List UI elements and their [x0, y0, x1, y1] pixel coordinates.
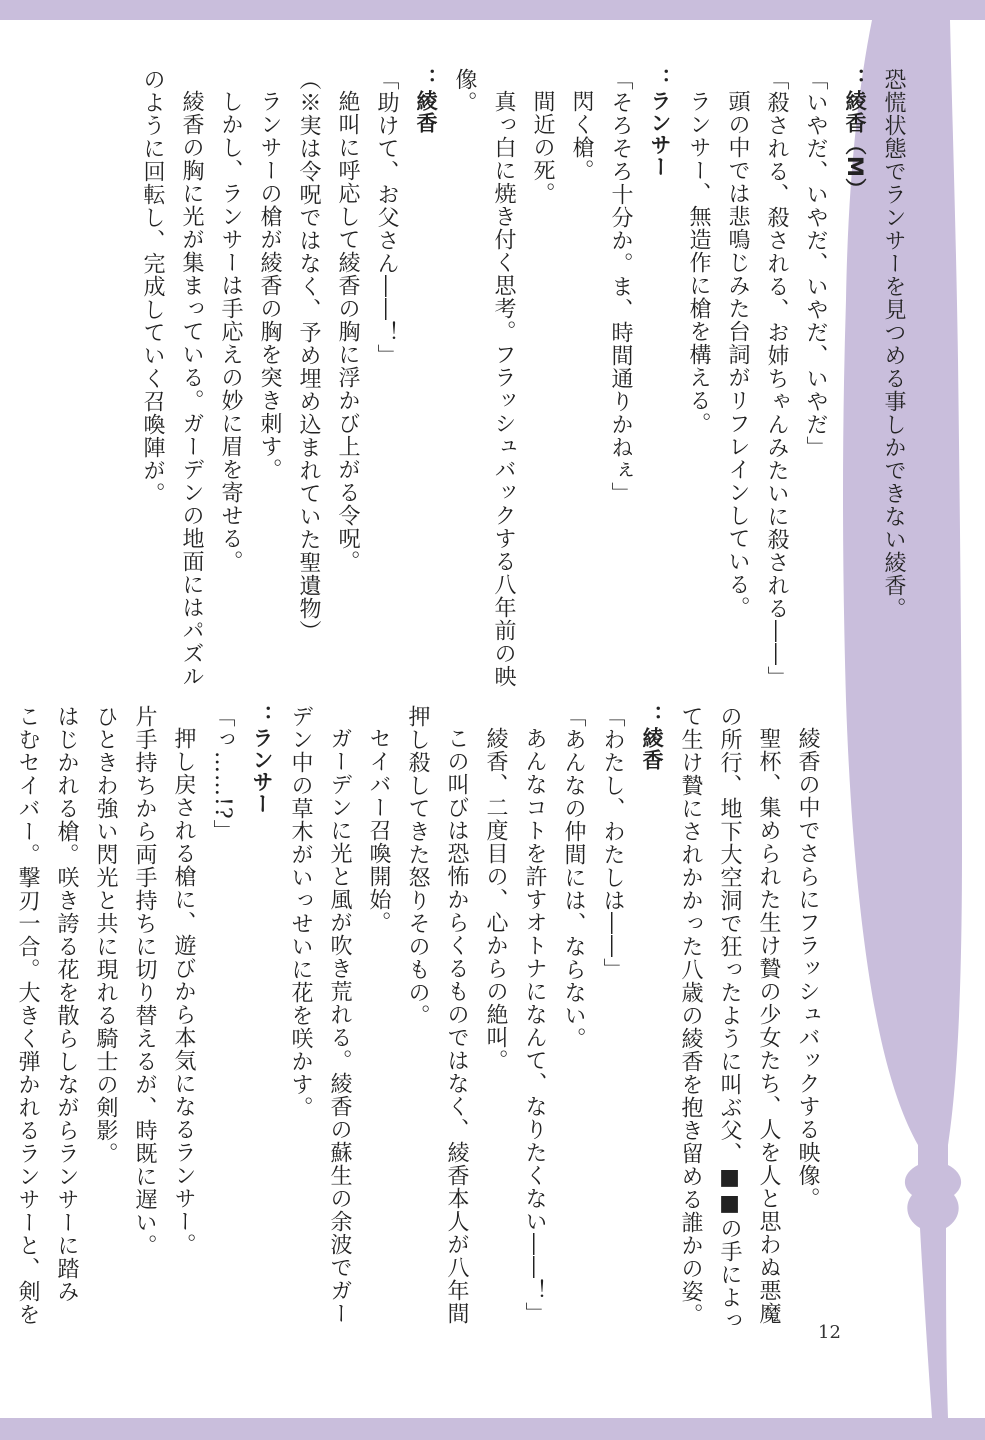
narration-line: 綾香の胸に光が集まっている。ガーデンの地面にはパズル: [179, 90, 204, 688]
speaker-label: ：綾香: [414, 68, 438, 134]
narration-continuation: 像。: [452, 68, 477, 114]
page-number: 12: [818, 1322, 841, 1343]
narration-line: 恐慌状態でランサーを見つめる事しかできない綾香。: [881, 68, 906, 620]
narration-line: しかし、ランサーは手応えの妙に眉を寄せる。: [218, 90, 243, 573]
narration-line: 押し戻される槍に、遊びから本気になるランサー。: [171, 727, 196, 1256]
narration-continuation: て生け贄にされかかった八歳の綾香を抱き留める誰かの姿。: [678, 705, 703, 1326]
dialogue-line: 「助けて、お父さん――！」: [374, 68, 399, 367]
lower-text-column: [15, 705, 827, 1332]
dialogue-line: 「殺される、殺される、お姉ちゃんみたいに殺される――」: [764, 68, 789, 689]
narration-line: 間近の死。: [530, 90, 555, 205]
speaker-label: ：綾香（M）: [843, 68, 867, 200]
narration-continuation: デン中の草木がいっせいに花を咲かす。: [288, 705, 313, 1119]
narration-line: 閃く槍。: [569, 90, 594, 182]
narration-line: ランサーの槍が綾香の胸を突き刺す。: [257, 90, 282, 481]
narration-line: 頭の中では悲鳴じみた台詞がリフレインしている。: [725, 90, 750, 619]
narration-line: 片手持ちから両手持ちに切り替えるが、時既に遅い。: [132, 705, 157, 1257]
narration-line: 綾香の中でさらにフラッシュバックする映像。: [795, 727, 820, 1210]
narration-line: この叫びは恐怖からくるものではなく、綾香本人が八年間: [444, 727, 469, 1325]
dialogue-line: 「わたし、わたしは――」: [600, 705, 625, 981]
dialogue-line: 「っ……!?」: [210, 705, 235, 843]
speaker-label: ：綾香: [640, 705, 664, 771]
narration-continuation: 押し殺してきた怒りそのもの。: [405, 705, 430, 1027]
narration-continuation: こむセイバー。撃刃一合。大きく弾かれるランサーと、剣を: [15, 705, 40, 1326]
dialogue-line: 「あんなの仲間には、ならない。: [561, 705, 586, 1050]
speaker-label: ：ランサー: [250, 705, 274, 815]
dialogue-continuation: あんなコトを許すオトナになんて、なりたくない――！」: [522, 727, 547, 1325]
narration-line: ランサー、無造作に槍を構える。: [686, 90, 711, 435]
narration-line: ガーデンに光と風が吹き荒れる。綾香の蘇生の余波でガー: [327, 727, 352, 1325]
upper-text-column: [123, 68, 913, 689]
speaker-label: ：ランサー: [648, 68, 672, 178]
bottom-border-band: [0, 1418, 985, 1440]
narration-line: 絶叫に呼応して綾香の胸に浮かび上がる令呪。: [335, 90, 360, 573]
narration-line: ひときわ強い閃光と共に現れる騎士の剣影。: [93, 705, 118, 1165]
narration-line: 綾香、二度目の、心からの絶叫。: [483, 727, 508, 1072]
narration-line: 聖杯、集められた生け贄の少女たち、人を人と思わぬ悪魔: [756, 727, 781, 1325]
dialogue-line: 「いやだ、いやだ、いやだ、いやだ」: [803, 68, 828, 459]
narration-line: 真っ白に焼き付く思考。フラッシュバックする八年前の映: [491, 90, 516, 688]
dialogue-line: 「そろそろ十分か。ま、時間通りかねぇ」: [608, 68, 633, 505]
narration-continuation: の所行、地下大空洞で狂ったように叫ぶ父、■■の手によっ: [717, 705, 742, 1332]
narration-continuation: のように回転し、完成していく召喚陣が。: [140, 68, 165, 505]
note-line: （※実は令呪ではなく、予め埋め込まれていた聖遺物）: [296, 68, 321, 643]
narration-line: はじかれる槍。咲き誇る花を散らしながらランサーに踏み: [54, 705, 79, 1303]
narration-line: セイバー召喚開始。: [366, 727, 391, 934]
